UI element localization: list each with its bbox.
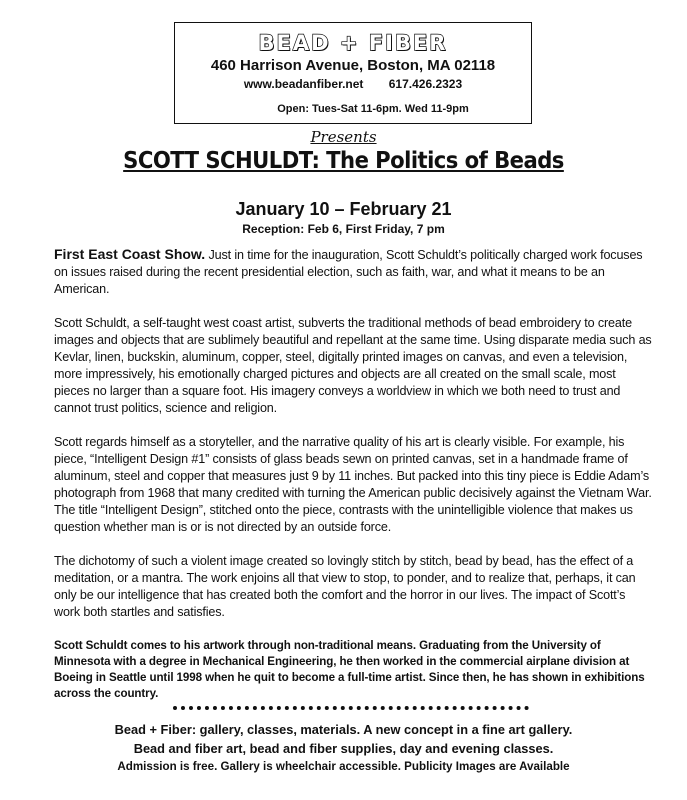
press-release-body [54,246,654,719]
opening-hours: Open: Tues-Sat 11-6pm. Wed 11-9pm [277,103,469,115]
contact-row [175,77,531,91]
gallery-address: 460 Harrison Avenue, Boston, MA 02118 [210,57,496,74]
footer-line-3: Admission is free. Gallery is wheelchair accessible. Publicity Images are Available [117,760,570,773]
paragraph-dichotomy: The dichotomy of such a violent image created so lovingly stitch by stitch, bead by bead, has the effect of a meditation, or a mantra. The work enjoins all that view to stop, to ponder, and to realize that, perhaps, it can only be our intelligence that has created both the comfort and the horror in our lives. The impact of Scott’s work both startles and satisfies. [54,554,636,619]
intro-text: Just in time for the inauguration, Scott Schuldt’s politically charged work focuses on issues raised during the recent presidential election, such as faith, war, and what it means to be an American. [54,248,643,296]
footer-line-2: Bead and fiber art, bead and fiber supplies, day and evening classes. [133,741,554,756]
gallery-logo: BEAD + FIBER [258,31,448,55]
paragraph-bio: Scott Schuldt comes to his artwork through non-traditional means. Graduating from the University of Minnesota with a degree in Mechanical Engineering, he then worked in the commercial airplane division at Boeing in Seattle until 1998 when he quit to become a full-time artist. Since then, he has shown in exhibitions across the country. [54,639,645,700]
phone-number: 617.426.2323 [388,77,463,91]
show-dates: January 10 – February 21 [235,199,452,219]
gallery-header-box [174,22,532,124]
paragraph-artist: Scott Schuldt, a self-taught west coast artist, subverts the traditional methods of bead embroidery to create images and objects that are sublimely beautiful and repellant at the same time. Using disparate media such as Kevlar, linen, buckskin, aluminum, copper, steel, digitally printed images on canvas, and even a television, more impressively, his emotionally charged pictures and objects are all created on the small scale, most pieces no larger than a square foot. His imagery conveys a worldview in which we both need to trust and cannot trust politics, science and religion. [54,316,652,415]
reception-info: Reception: Feb 6, First Friday, 7 pm [242,222,445,236]
intro-lead: First East Coast Show. [54,246,206,262]
paragraph-storyteller: Scott regards himself as a storyteller, and the narrative quality of his art is clearly visible. For example, his piece, “Intelligent Design #1” consists of glass beads sewn on printed canvas, set in a handmade frame of aluminum, steel and copper that measures just 9 by 11 inches. But packed into this tiny piece is Eddie Adam’s photograph from 1968 that many credited with turning the American public decisively against the Vietnam War. The title “Intelligent Design”, stitched onto the piece, contrasts with the unintelligible violence that makes us question whether man is or is not directed by an outside force. [54,435,652,534]
presents-label: Presents [310,128,377,146]
show-title: SCOTT SCHULDT: The Politics of Beads [123,148,564,174]
dotted-divider [173,706,529,712]
footer-line-1: Bead + Fiber: gallery, classes, materials. A new concept in a fine art gallery. [114,722,573,737]
footer [0,722,687,773]
website-link[interactable]: www.beadanfiber.net [243,77,364,91]
paragraph-intro [54,246,654,298]
